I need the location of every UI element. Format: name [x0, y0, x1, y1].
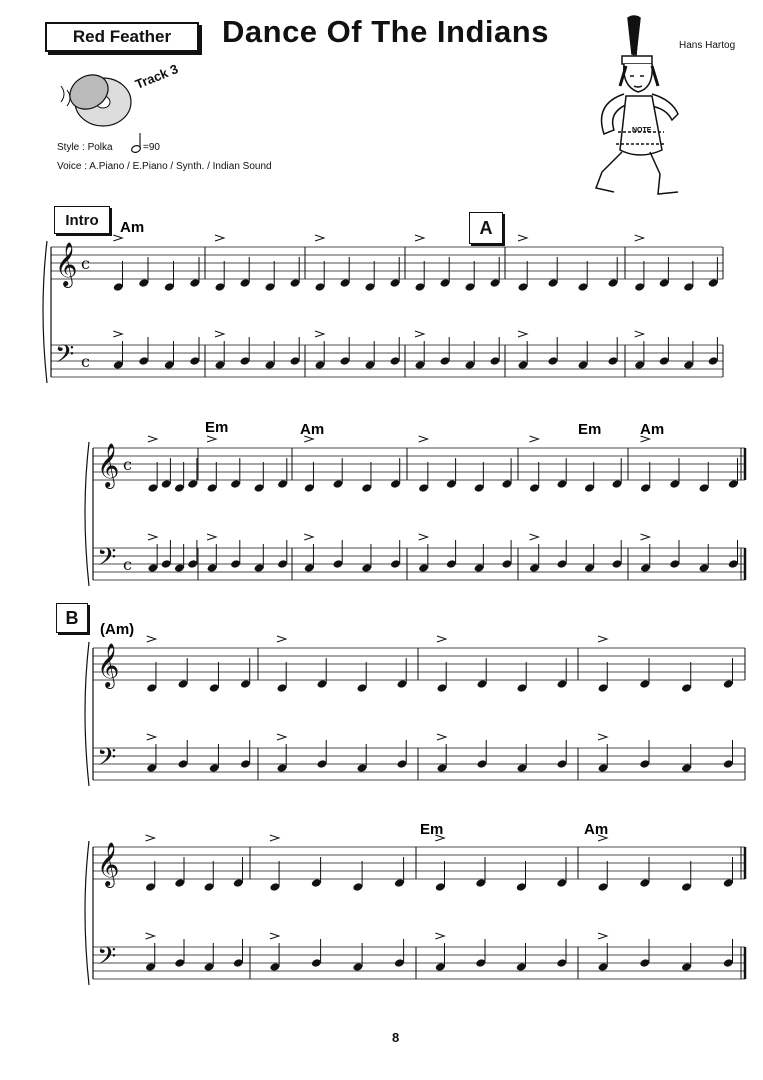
section-a-label: A	[469, 212, 503, 244]
svg-text:𝄢: 𝄢	[55, 340, 75, 375]
voice-info: Voice : A.Piano / E.Piano / Synth. / Indian Sound	[57, 161, 272, 172]
svg-text:c: c	[81, 352, 90, 371]
section-b-label: B	[56, 603, 88, 633]
composer: Hans Hartog	[679, 40, 736, 51]
svg-text:𝄢: 𝄢	[97, 942, 117, 977]
svg-text:c: c	[123, 455, 132, 474]
chord-row4-em: Em	[420, 821, 444, 838]
track-label: Track 3	[133, 61, 181, 92]
svg-text:NOTE: NOTE	[632, 127, 652, 134]
svg-text:𝄢: 𝄢	[97, 543, 117, 578]
svg-text:𝄞: 𝄞	[55, 242, 78, 286]
svg-text:c: c	[81, 254, 90, 273]
svg-text:𝄞: 𝄞	[97, 842, 120, 886]
svg-text:𝄢: 𝄢	[97, 743, 117, 778]
page-title: Dance Of The Indians	[222, 14, 549, 49]
svg-text:c: c	[123, 555, 132, 574]
chord-intro-am: Am	[120, 219, 145, 236]
chord-row3-am: (Am)	[100, 621, 135, 638]
tempo-info: =90	[143, 142, 160, 153]
section-intro-label: Intro	[54, 206, 110, 234]
page-number: 8	[392, 1030, 400, 1045]
style-info: Style : Polka	[57, 142, 113, 153]
svg-text:𝄞: 𝄞	[97, 643, 120, 687]
chord-row2-em: Em	[205, 419, 229, 436]
chord-row4-am: Am	[584, 821, 609, 838]
svg-text:𝄞: 𝄞	[97, 443, 120, 487]
chord-row2-em-2: Em	[578, 421, 602, 438]
chord-row2-am: Am	[300, 421, 325, 438]
series-label: Red Feather	[45, 22, 199, 52]
chord-row2-am-2: Am	[640, 421, 665, 438]
